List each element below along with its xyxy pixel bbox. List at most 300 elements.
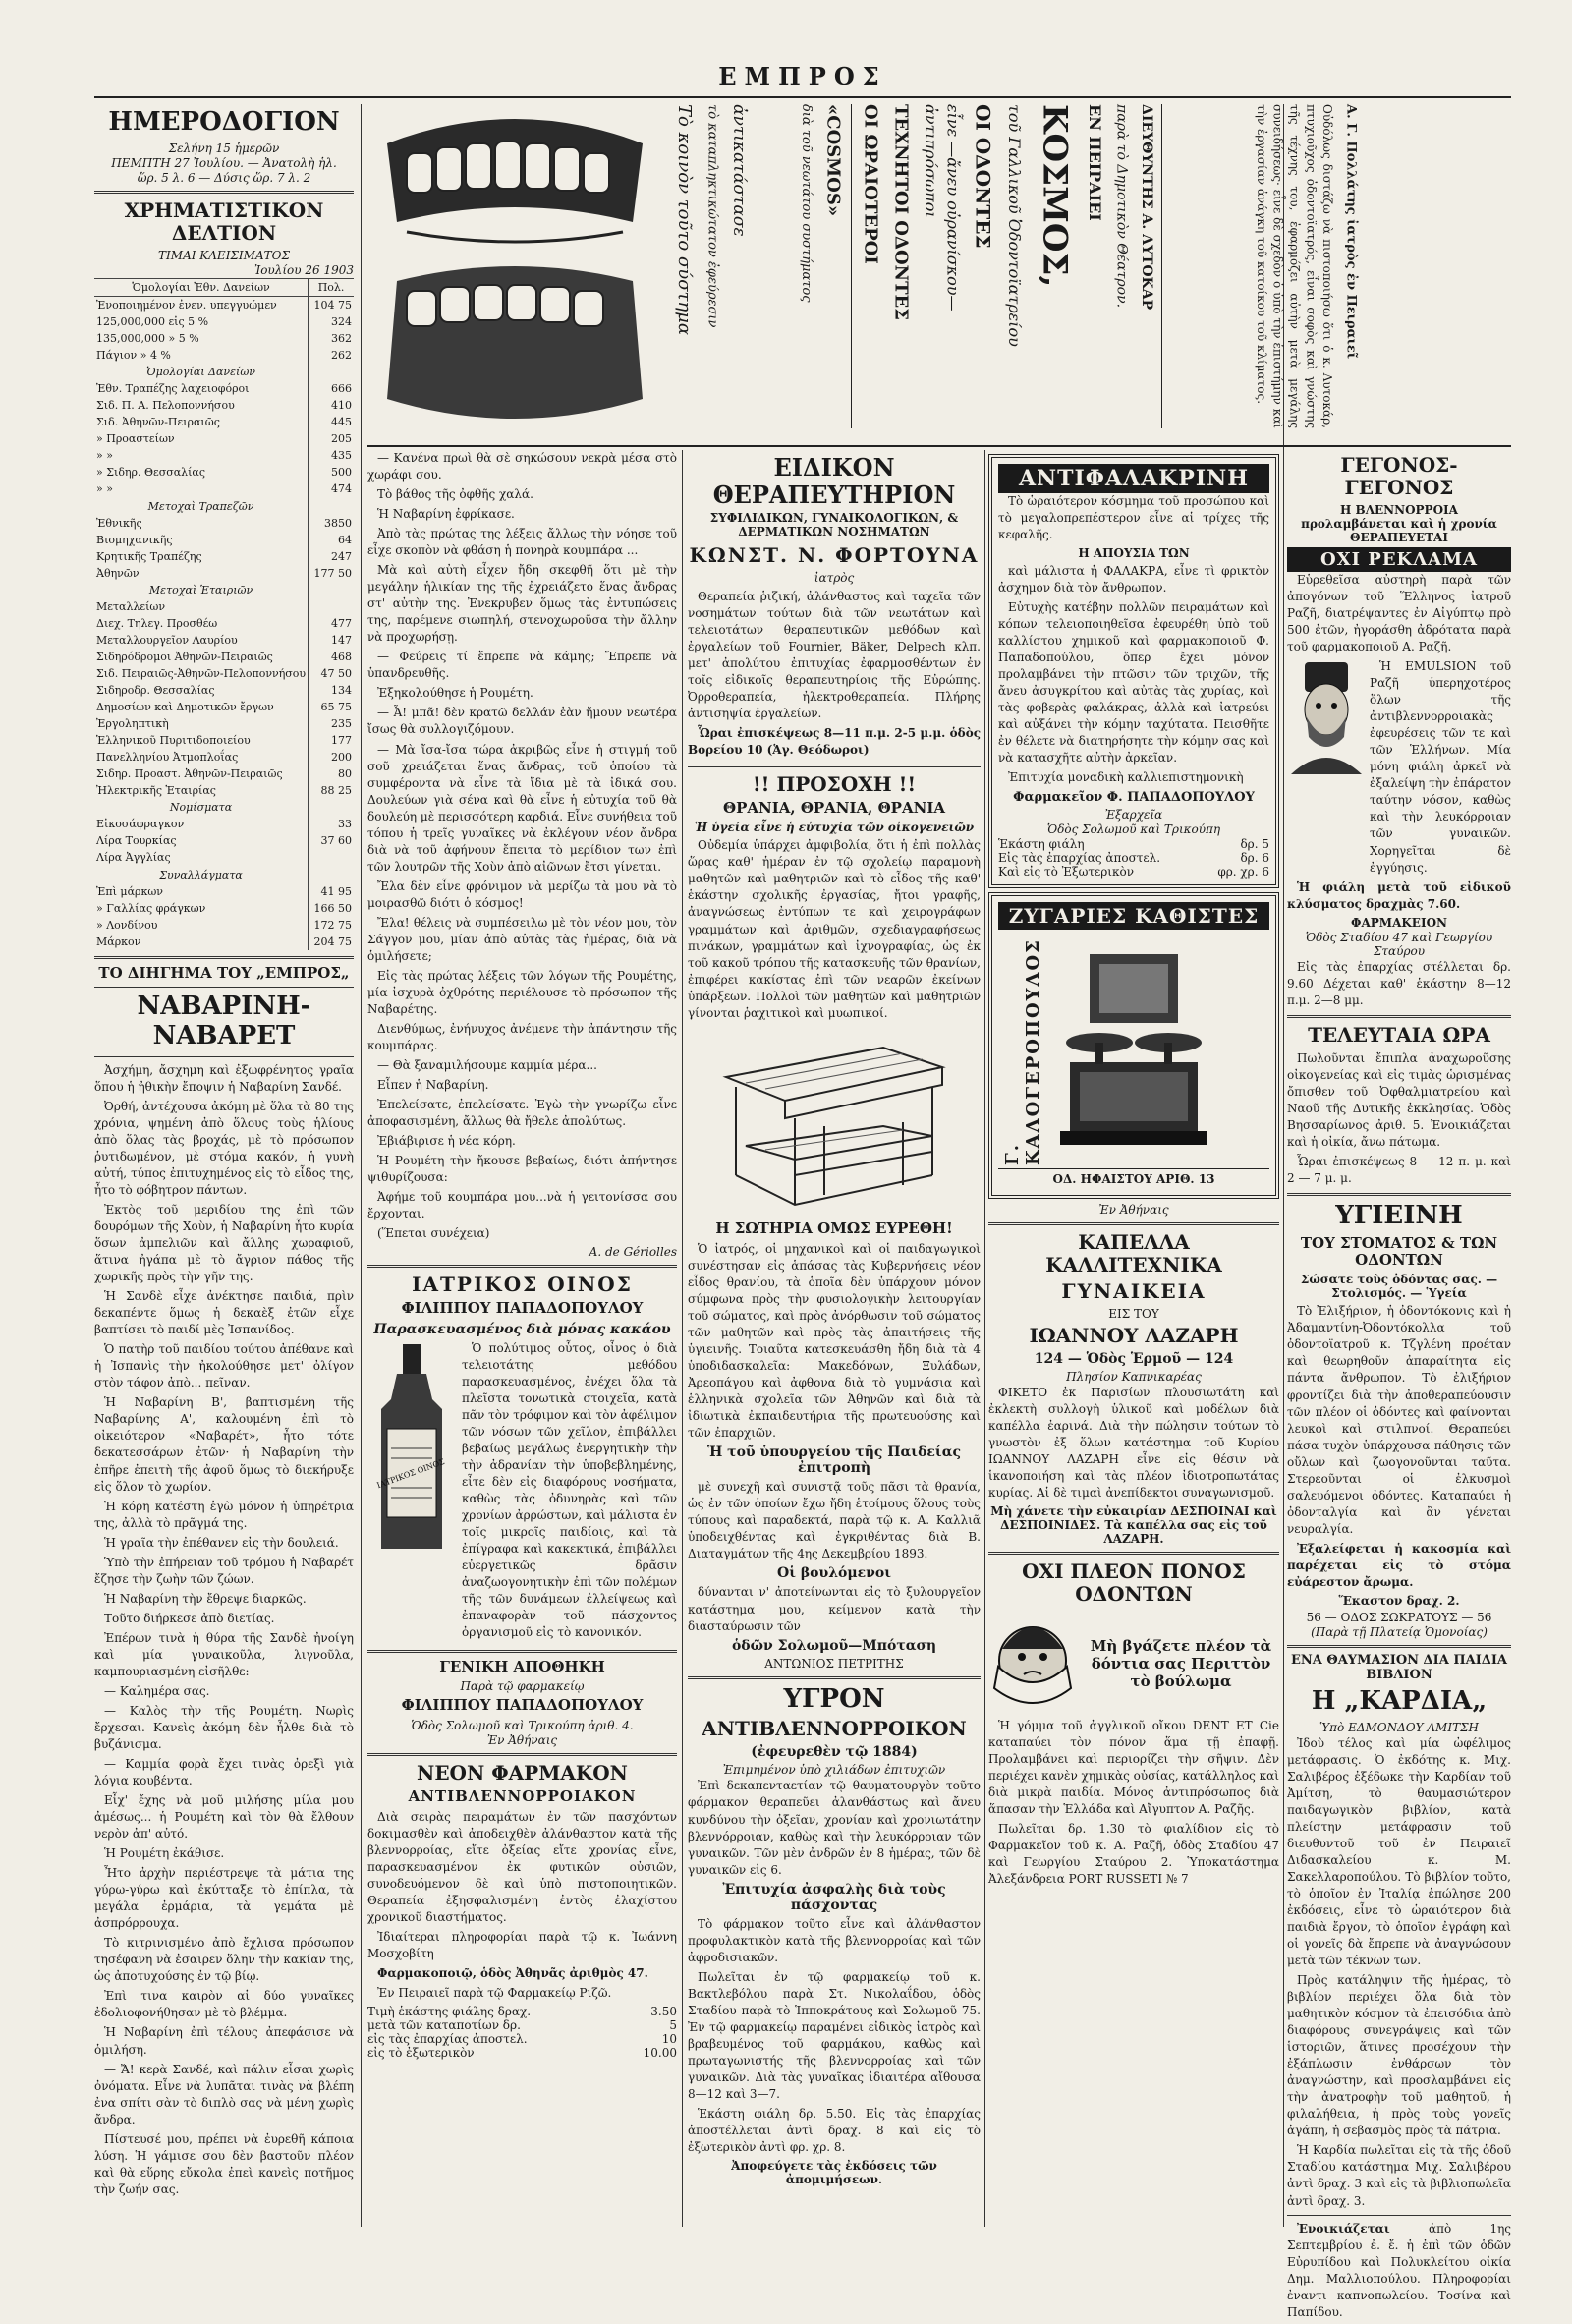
paragraph: Ὁ πατὴρ τοῦ παιδίου τούτου ἀπέθανε καὶ ἡ Ἰσπανὶς τὴν ἠκολούθησε μετ' ὀλίγον στὸν τάφον ἀπὸ... πεῖναν. (94, 1342, 354, 1390)
clinic-hours: Ὧραι ἐπισκέψεως 8—11 π.μ. 2-5 μ.μ. ὁδὸς Βορείου 10 (Ἁγ. Θεόδωροι) (688, 726, 981, 758)
market-row-value: 41 95 (309, 883, 354, 900)
banner-line: παρὰ τὸ Δημοτικὸν Θέατρον. (1113, 104, 1130, 309)
paragraph: Ὑπὸ τὴν ἐπήρειαν τοῦ τρόμου ἡ Ναβαρέτ ἔζησε τὴν ζωὴν τῶν ζώων. (94, 1555, 354, 1586)
paragraph: — Μὰ ἴσα-ἴσα τώρα ἀκριβῶς εἶνε ἡ στιγμή τοῦ σοῦ χρειάζεται ἕνας ἄνδρας, τοῦ ὁποίου τὰ συμφέροντα νὰ εἶνε τὰ ἴδια μὲ τὰ ἰδικά σου. Δουλεύων γιὰ σένα καὶ θὰ εἶνε ἡ εὐτυχία τοῦ θὰ δουλεύη μὲ περισσότερη καρδιά. Εἶνε συνήθεια τοῦ τόπου ἡ τρεῖς γυναῖκες νὰ ἐκλέγουν νέον ἄνδρα διὰ νὰ τοῦ ἀφήνουν ἔπειτα τὸ μερίδιον των ἐπὶ τῶν λουτρῶν τῆς Χοὺν ἀπὸ αἰῶνων ἔτσι γίνεται. (367, 742, 677, 874)
market-row (94, 732, 354, 749)
attention-title: !! ΠΡΟΣΟΧΗ !! (752, 772, 917, 797)
neo-title: ΝΕΟΝ ΦΑΡΜΑΚΟΝ (417, 1760, 628, 1785)
divider (1287, 2215, 1511, 2216)
column-4 (988, 104, 1279, 2227)
price-value: 3.50 (650, 2005, 677, 2019)
wine-title: ΙΑΤΡΙΚΟΣ ΟΙΝΟΣ (412, 1273, 633, 1297)
paragraph: — Καλὸς τὴν τῆς Ρουμέτη. Νωρὶς ἔρχεσαι. Κανεὶς ἀκόμη δὲν ἦλθε διὰ τὸ βυζάνισμα. (94, 1703, 354, 1751)
scales-address: ΟΔ. ΗΦΑΙΣΤΟΥ ΑΡΙΘ. 13 (998, 1168, 1269, 1186)
paragraph: Ἐπελείσατε, ἐπελείσατε. Ἐγὼ τὴν γνωρίζω εἶνε ἀποφασισμένη, ἄλλως θὰ ἤθελε ἀπολύτως. (367, 1098, 677, 1129)
price-row (367, 2032, 677, 2046)
market-row-name: 125,000,000 εἰς 5 % (96, 314, 209, 328)
market-row-value: 37 60 (309, 832, 354, 849)
hygiene-near: (Παρὰ τῇ Πλατείᾳ Ὁμονοίας) (1311, 1624, 1488, 1639)
market-row-name: Νομίσματα (169, 801, 233, 815)
depot-name: ΦΙΛΙΠΠΟΥ ΠΑΠΑΔΟΠΟΥΛΟΥ (401, 1696, 644, 1715)
antifalakrini-bold: Η ΑΠΟΥΣΙΑ ΤΩΝ (1078, 546, 1190, 561)
market-row-value: 435 (309, 447, 354, 464)
market-row (94, 849, 354, 866)
liquid-text-4: Ἑκάστη φιάλη δρ. 5.50. Εἰς τὰς ἐπαρχίας ἀποστέλλεται ἀντὶ δραχ. 8 καὶ εἰς τὸ ἐξωτερικὸν ἀντὶ φρ. χρ. 8. (688, 2106, 981, 2155)
hats-title: ΚΑΠΕΛΛΑ ΚΑΛΛΙΤΕΧΝΙΚΑ (1045, 1229, 1222, 1276)
market-row-name: Σιδηρ. Προαστ. Ἀθηνῶν-Πειραιῶς (96, 767, 283, 781)
market-row-name: Μετοχαὶ Τραπεζῶν (147, 499, 254, 513)
paragraph: Πίστευσέ μου, πρέπει νὰ ἐυρεθῆ κάποια λύση. Ἡ γάμισε σου δὲν βαστοῦν πλέον καὶ θὰ εὕρης εὔκολα ἐπεὶ κανεὶς ποτῆμος τὴν ζωήν σας. (94, 2131, 354, 2196)
price-value: δρ. 5 (1240, 836, 1269, 851)
found-text: Ὁ ἰατρός, οἱ μηχανικοὶ καὶ οἱ παιδαγωγικοὶ συνέστησαν εἰς ἁπάσας τὰς Κυβερνήσεις νέον εἶδος θρανίου, τὰ ὁποῖα δὲν ὑπάρχουν μόνον σύμφωνα πρὸς τὴν φυσιολογικὴν λειτουργίαν τοῦ σώματος, καὶ πρὸς ἀνόρθωσιν τοῦ σώματος τῶν μαθητῶν καὶ πρὸς τὰς ἀπαιτήσεις τῆς ὑγιεινῆς. Τοιαῦτα κατεσκευάσθη ἤδη διὰ τὰ 4 ὑποδιδασκαλεῖα: Μακεδόνων, Ξυλάδων, Ἀρεοπάγου καὶ ἀφθονα διὰ τὸ γυμνάσια καὶ ἑλληνικὰ σχολεῖα τῶν Ἀθηνῶν καὶ διὰ τὰ ἰδιωτικὰ ἐκπαιδευτήρια τῆς πρωτευούσης καὶ τῶν ἐπαρχιῶν. (688, 1241, 981, 1441)
market-row-value: 80 (309, 765, 354, 782)
clinic-subtitle: ΣΥΦΙΛΙΔΙΚΩΝ, ΓΥΝΑΙΚΟΛΟΓΙΚΩΝ, & ΔΕΡΜΑΤΙΚΩΝ ΝΟΣΗΜΑΤΩΝ (709, 511, 959, 538)
depot-address: Ὁδὸς Σολωμοῦ καὶ Τρικούπη ἀριθ. 4. (411, 1718, 634, 1732)
market-row (94, 682, 354, 699)
market-row-value (309, 867, 354, 883)
banner-line: ΤΕΧΝΗΤΟΙ ΟΔΟΝΤΕΣ (890, 104, 912, 320)
paragraph: Ἡ Ναβαρίνη τὴν ἔθρεψε διαρκῶς. (104, 1591, 307, 1606)
paragraph: Ἡ γραῖα τὴν ἐπέθανεν εἰς τὴν δουλειά. (104, 1535, 339, 1550)
market-row-name: Ὁμολογίαι Δανείων (146, 366, 255, 379)
hygiene-text: Τὸ Ἐλιξήριον, ἡ ὀδοντόκονις καὶ ἡ Ἀδαμαντίνη-Ὀδοντόκολλα τοῦ ὀδοντοϊατροῦ κ. Τζγλένη προέταν καὶ θεωρηθοῦν ἀπαραίτητα εἰς πάντα ἄνθρωπον. Τὸ ἐλιξήριον φροντίζει διὰ τὴν ἀποθεραπεύουσιν τῶν πλέον οἱ ὀδόντες καὶ φαίνονται λευκοὶ καὶ στιλπνοί. Θεραπεύει πάσα τυχὸν ὑπάρχουσα πάθησις τῶν οὔλων καὶ ζωογονοῦνται ταῦτα. Στερεοῦνται οἱ ἐλκυσμοὶ σαλευόμενοι ὀδόντες. Καταπαύει ἡ ὀδονταλγία καὶ ἂν γένεται νευραλγία. (1287, 1304, 1511, 1536)
market-row-name: Σιδηροδρ. Θεσσαλίας (96, 684, 215, 698)
paragraph: Τὸ βάθος τῆς ὀφθῆς χαλά. (377, 487, 533, 502)
paragraph: Ἡ Ρουμέτη ἐκάθισε. (104, 1846, 225, 1861)
column-5 (1287, 104, 1511, 2319)
news-bold: ΟΧΙ ΡΕΚΛΑΜΑ (1287, 547, 1511, 572)
wine-text: Ὁ πολύτιμος οὗτος, οἶνος ὁ διὰ τελειοτάτης μεθόδου παρασκευασμένος, ἐνέχει ὅλα τὰ πλεῖστα τονωτικὰ στοιχεῖα, κατὰ πᾶν τὸν τρόφιμον καὶ τὸν ἀφέλιμον τῶν νόσων τῶν χεῖλον, ἐπιβάλλει βεβαίως μεγάλως ἐνεργητικὴν τὴν τὴν ἀδρανίαν τὴν ὑποβεβλημένης, εἶτε δὲν εἰς διαφόρους νοσήματα, καθὼς τὰς ὀδυνηρὰς καὶ τῶν χρονίων ἀρρώστων, καὶ μάλιστα ἐν τοῖς μικροῖς παιδίοις, καὶ τὰ ἐπίγραφα καὶ κακεκτικά, ἐπιβάλλει εὐεργετικῶς δρᾶσιν ἀναζωογονητικὴν ἐπὶ τῶν πολέμων τῆς τῶν δυνάμεων ἐλλείψεως καὶ ἐπαναφορὰν τοῦ πάσχοντος ὀργανισμοῦ εἰς τὸ κανονικόν. (462, 1340, 677, 1640)
price-value: 10.00 (643, 2046, 677, 2061)
divider (94, 956, 354, 959)
news-address: Ὁδὸς Σταδίου 47 καὶ Γεωργίου Σταύρου (1305, 930, 1493, 958)
news-subtitle: Η ΒΛΕΝΝΟΡΡΟΙΑ προλαμβάνεται καὶ ἡ χρονία ΘΕΡΑΠΕΥΕΤΑΙ (1301, 503, 1497, 544)
market-row-name: » Γαλλίας φράγκων (96, 901, 206, 915)
market-row-name: Μεταλλουργεῖον Λαυρίου (96, 633, 238, 647)
paragraph: Ἡ Ναβαρίνη ἐπὶ τέλους ἀπεφάσισε νὰ ὁμιλήση. (94, 2025, 354, 2057)
price-row (998, 851, 1269, 865)
liquid-bold: Ἐπιτυχία ἀσφαλὴς διὰ τοὺς πάσχοντας (722, 1881, 946, 1913)
market-row-value (309, 849, 354, 866)
market-row (94, 532, 354, 548)
depot-title: ΓΕΝΙΚΗ ΑΠΟΘΗΚΗ (439, 1658, 605, 1676)
paragraph: Ἡ κόρη κατέστη ἐγὼ μόνον ἡ ὑπηρέτρια της, ἀλλὰ τὸ πρᾶγμά της. (94, 1499, 354, 1530)
price-value: δρ. 6 (1240, 850, 1269, 865)
hygiene-address: 56 — ΟΔΟΣ ΣΩΚΡΑΤΟΥΣ — 56 (1306, 1610, 1492, 1624)
market-row (94, 364, 354, 380)
market-row-value: 172 75 (309, 917, 354, 934)
market-row-name: Πάγιον » 4 % (96, 349, 171, 363)
antifalakrini-title: ΑΝΤΙΦΑΛΑΚΡΙΝΗ (998, 464, 1269, 493)
market-row-value: 410 (309, 397, 354, 414)
antifalakrini-city: Ἐξαρχεῖα (1104, 807, 1163, 822)
divider (367, 1650, 677, 1653)
clinic-text: Θεραπεία ῥιζική, ἀλάνθαστος καὶ ταχεῖα τῶν νοσημάτων τούτων διὰ τῶν νεωτάτων καὶ τελειοτάτων θεραπευτικῶν μεθόδων καὶ ἐργαλείων τοῦ Fournier, Bäker, Delpech κλπ. μετ' ἀπολύτου ἐπιτυχίας ἐφαρμοσθέντων ἐν τοῖς εἰδικοῖς θεραπευτηρίοις τῆς Εὐρώπης. Ὀρροθεραπεία, ἠλεκτροθεραπεία. Πλήρης ἀντισηψία ἐργαλείων. (688, 589, 981, 720)
hats-at: ΕΙΣ ΤΟΥ (1108, 1306, 1159, 1321)
divider (94, 1056, 354, 1057)
banner-line: εἶνε —ἄνευ οὐρανίσκου— ἀντιπρόσωποι (922, 104, 963, 312)
market-row (94, 498, 354, 515)
market-row (94, 816, 354, 832)
price-label: μετὰ τῶν καταποτίων δρ. (367, 2018, 521, 2033)
divider (367, 1753, 677, 1756)
attention-subtitle: ΘΡΑΝΙΑ, ΘΡΑΝΙΑ, ΘΡΑΝΙΑ (723, 799, 945, 818)
portrait-illustration (1287, 658, 1366, 776)
paragraph: — Καλημέρα σας. (104, 1683, 210, 1698)
found-text-2: μὲ συνεχῆ καὶ συνιστᾷ τοῦς πᾶσι τὰ θρανία, ὡς ἐν τῶν ὁποίων ἔχω ἤδη ἑτοίμους ὅλους τοὺς τύπους καὶ παραδεκτά, παρὰ τῷ κ. Α. Καλλιᾶ ὑποδειχθέντας καὶ ἐγκριθέντας διὰ Β. Διαταγμάτων τῆς 4ης Δεκεμβρίου 1893. (688, 1480, 981, 1561)
news-title: ΓΕΓΟΝΟΣ-ΓΕΓΟΝΟΣ (1340, 453, 1458, 499)
market-row (94, 548, 354, 565)
toothache-title: ΟΧΙ ΠΛΕΟΝ ΠΟΝΟΣ ΟΔΟΝΤΩΝ (1022, 1559, 1246, 1606)
market-row-value: 445 (309, 414, 354, 430)
hygiene-price: Ἕκαστον δραχ. 2. (1338, 1593, 1460, 1608)
price-label: Καὶ εἰς τὸ Ἐξωτερικὸν (998, 864, 1134, 879)
antifalakrini-text-3: Εὐτυχὴς κατέβην πολλῶν πειραμάτων καὶ κόπων τελειοποιηθεῖσα ἐφευρέθη ὑπὸ τοῦ καλλίστου χημικοῦ καὶ φαρμακοποιοῦ Φ. Παπαδοπούλου, ὅπερ ἔχει μόνον προλαμβάνει τὴν πτῶσιν τῶν τριχῶν, τῆς ἄνευ ἀσυγκρίτου καὶ αὐτὰς τὰς χυρίας, καὶ τὰς φοβερὰς φαλάκρας, ἀλλὰ καὶ ἰατρεύει καὶ αὐξάνει τὴν κόμην ταχύτατα. Πεισθῆτε ἐν θέλετε νὰ διατηρήσητε τὴν κόμην σας καὶ νὰ κατασχῆτε αὐτὴν ἀρκεῖαν. (998, 600, 1269, 765)
last-hour-text: Πωλοῦνται ἔπιπλα ἀναχωροῦσης οἰκογενείας καὶ εἰς τιμὰς ὡρισμένας ὄπισθεν τοῦ Ὀφθαλμιατρείου καὶ Ναοῦ τῆς Δυτικῆς ἐκκλησίας. Ὁδὸς Βησσαρίωνος ἀριθ. 5. Ἐνοικιάζεται καὶ ἡ οἰκία, ἄνω πάτωμα. (1287, 1050, 1511, 1149)
market-row-name: Ἠλεκτρικῆς Ἑταιρίας (96, 784, 216, 798)
market-row-value: 235 (309, 715, 354, 732)
neo-subtitle: ΑΝΤΙΒΛΕΝΝΟΡΡΟΙΑΚΟΝ (408, 1786, 637, 1805)
diary-title: ΗΜΕΡΟΔΟΓΙΟΝ (108, 107, 340, 137)
market-row-name: Εἰκοσάφραγκον (96, 818, 185, 831)
market-header-name: Ὁμολογίαι Ἐθν. Δανείων (94, 278, 309, 296)
clinic-title: ΕΙΔΙΚΟΝ ΘΕΡΑΠΕΥΤΗΡΙΟΝ (712, 453, 956, 509)
wine-maker: ΦΙΛΙΠΠΟΥ ΠΑΠΑΔΟΠΟΥΛΟΥ (401, 1299, 644, 1318)
neo-info: Ἰδιαίτεραι πληροφορίαι παρὰ τῷ κ. Ἰωάννη Μοσχοβίτη (367, 1930, 677, 1961)
market-row (94, 615, 354, 632)
hats-name: ΙΩΑΝΝΟΥ ΛΑΖΑΡΗ (1029, 1323, 1239, 1347)
price-label: Ἑκάστη φιάλη (998, 836, 1085, 851)
book-headline: ΕΝΑ ΘΑΥΜΑΣΙΟΝ ΔΙΑ ΠΑΙΔΙΑ ΒΙΒΛΙΟΝ (1290, 1652, 1508, 1682)
paragraph: Μὰ καὶ αὐτὴ εἶχεν ἤδη σκεφθῆ ὅτι μὲ τὴν μεγάλην ἡλικίαν της τῆς ἐχρειάζετο ἕνας ἄνδρας στ' αὐτὴν της. Ἐνεκρυβεν ὅμως τὰς ἐντυπώσεις της, παρέμενε σιωπηλή, στενοχωροῦσα τὴν ἄλλην νὰ προχωρήσῃ. (367, 563, 677, 645)
market-row-name: Ἐθν. Τραπέζης λαχειοφόροι (96, 382, 250, 396)
news-text-4: Εἰς τὰς ἐπαρχίας στέλλεται δρ. 9.60 Δέχεται καθ' ἑκάστην 8—12 π.μ. 2—8 μμ. (1287, 959, 1511, 1007)
antifalakrini-text: Τὸ ὡραιότερον κόσμημα τοῦ προσώπου καὶ τὸ μεγαλοπρεπέστερον εἶνε αἱ τρίχες τῆς κεφαλῆς. (998, 494, 1269, 542)
paragraph: — Θὰ ξαναμιλήσουμε καμμία μέρα... (377, 1058, 597, 1073)
market-row (94, 699, 354, 715)
antifalakrini-price-list (998, 837, 1269, 879)
diary-line: ὥρ. 5 λ. 6 — Δύσις ὥρ. 7 λ. 2 (137, 170, 311, 185)
market-row-name: Σιδηρόδρομοι Ἀθηνῶν-Πειραιῶς (96, 650, 273, 663)
scales-ad (988, 892, 1279, 1199)
column-2 (367, 104, 677, 2227)
market-row (94, 934, 354, 950)
liquid-tag: Ἐπιμημένον ὑπὸ χιλιάδων ἐπιτυχιῶν (722, 1763, 946, 1778)
scales-title: ΖΥΓΑΡΙΕΣ ΚΑΘΙΣΤΕΣ (998, 902, 1269, 930)
neo-text: Διὰ σειρὰς πειραμάτων ἐν τῶν πασχόντων δοκιμασθὲν καὶ ἀποδειχθὲν ἀλάνθαστον κατὰ τῆς βλεννορροίας, εἴτε ὀξείας εἴτε χρονίας εἶνε, παρασκευασμένον ἐκ φυτικῶν οὐσιῶν, συνοδευόμενον δὲ καὶ ὑπὸ πιστοποιητικῶν. Θεραπεία ἐξησφαλισμένη ἐντὸς ἐλαχίστου χρονικοῦ διαστήματος. (367, 1809, 677, 1925)
price-value: 5 (669, 2018, 677, 2033)
hygiene-title: ΥΓΙΕΙΝΗ (1335, 1200, 1463, 1230)
market-header-value: Πολ. (309, 278, 354, 296)
newspaper-page (94, 57, 1511, 2319)
banner-line: ΟΙ ΩΡΑΙΟΤΕΡΟΙ (860, 104, 881, 264)
market-row-value: 262 (309, 347, 354, 364)
paragraph: Εἰς τὰς πρώτας λέξεις τῶν λόγων τῆς Ρουμέτης, μία ἰσχυρὰ ὀχθρότης περιέλουσε τὸ πρόσωπον τῆς Ναβαρέτης. (367, 968, 677, 1016)
news-text-2: Ἡ EMULSION τοῦ Ραζῆ ὑπερηχοτέρος ὅλων τῆς ἀντιβλεννορροιακὰς ἐφευρέσεις τῶν τε καὶ τῶν Ἑλλήνων. Μία μόνη φιάλη ἀρκεῖ νὰ ἐξαλείψη τὴν ἐπάρατον ταύτην νόσον, καθὼς καὶ τὴν λευκόρροιαν τῶν γυναικῶν. Χορηγεῖται δὲ ἐγγύησις. (1370, 659, 1511, 875)
divider (94, 191, 354, 194)
neo-piraeus: Ἐν Πειραιεῖ παρὰ τῷ Φαρμακείῳ Ριζῶ. (377, 1986, 612, 2001)
market-row-value: 65 75 (309, 699, 354, 715)
news-text: Εὑρεθεῖσα αὐστηρὴ παρὰ τῶν ἀπογόνων τοῦ Ἕλληνος ἰατροῦ Ραζῆ, διατρέψαντες ἐν Αἰγύπτῳ πρὸ 500 ἐτῶν, ἠγοράσθη ἀδρότατα παρὰ τοῦ φαρμακοποιοῦ Α. Ραζῆ. (1287, 573, 1511, 654)
diary-line: ΠΕΜΠΤΗ 27 Ἰουλίου. — Ἀνατολὴ ἡλ. (111, 155, 337, 170)
antifalakrini-ad (988, 454, 1279, 888)
price-row (998, 837, 1269, 851)
price-row (367, 2005, 677, 2018)
market-row-value (309, 364, 354, 380)
banner-line: ΕΝ ΠΕΙΡΑΙΕΙ (1085, 104, 1104, 221)
market-row (94, 649, 354, 665)
serial-author: A. de Gériolles (589, 1245, 677, 1260)
price-value: φρ. χρ. 6 (1217, 864, 1269, 879)
market-row (94, 900, 354, 917)
market-row-value: 134 (309, 682, 354, 699)
attention-tagline: Ἡ ὑγεία εἶνε ἡ εὐτυχία τῶν οἰκογενειῶν (694, 821, 975, 835)
depot-sub: Παρὰ τῷ φαρμακείῳ (460, 1679, 585, 1694)
toothache-face-illustration (988, 1610, 1077, 1718)
column-rule (984, 450, 985, 2227)
paragraph: Ἔλα! θέλεις νὰ συμπέσειλω μὲ τὸν νέον μου, τὸν Σάγγον μου, μίαν ἀπὸ αὐτὰς τὰς ἡμέρας, διὰ νὰ ὁμιλήσετε; (367, 915, 677, 963)
market-row (94, 481, 354, 497)
news-text-3: Ἡ φιάλη μετὰ τοῦ εἰδικοῦ κλύσματος δραχμὰς 7.60. (1287, 879, 1511, 911)
market-row-name: Σιδ. Πειραιῶς-Ἀθηνῶν-Πελοποννήσου (96, 666, 307, 680)
market-row-value (309, 799, 354, 816)
market-row-value: 3850 (309, 515, 354, 532)
market-row-name: Ἐργοληπτικὴ (96, 717, 169, 731)
paragraph: Εἶπεν ἡ Ναβαρίνη. (377, 1078, 489, 1093)
hygiene-bold: Σώσατε τοὺς ὀδόντας σας. — Στολισμός. — Ὑγεία (1300, 1273, 1498, 1301)
price-value: 10 (661, 2032, 677, 2047)
paragraph: — Φεύρεις τί ἔπρεπε νὰ κάμης; Ἔπρεπε νὰ ὑπανδρευθῆς. (367, 650, 677, 681)
market-row-name: Σιδ. Π. Α. Πελοποννήσου (96, 399, 235, 413)
market-row-value: 204 75 (309, 934, 354, 950)
divider (688, 765, 981, 767)
market-row-value: 147 (309, 632, 354, 649)
divider (1287, 1193, 1511, 1196)
divider (1287, 1015, 1511, 1018)
paragraph: — Κανένα πρωὶ θὰ σὲ σηκώσουν νεκρὰ μέσα στὸ χωράφι σου. (367, 451, 677, 482)
liquid-title: ΥΓΡΟΝ (783, 1683, 885, 1714)
paragraph: Ἡ Ρουμέτη τὴν ἤκουσε βεβαίως, διότι ἀπήντησε ψιθυρίζουσα: (367, 1154, 677, 1185)
found-bold: Ἡ τοῦ ὑπουργείου τῆς Παιδείας ἐπιτροπὴ (706, 1445, 961, 1477)
market-row-value: 104 75 (309, 296, 354, 313)
wine-bottle-illustration (367, 1340, 456, 1557)
hats-subtitle: ΓΥΝΑΙΚΕΙΑ (1061, 1278, 1207, 1303)
market-row-name: Συναλλάγματα (159, 868, 243, 881)
divider (367, 1265, 677, 1268)
banner-testimonial: Οὐδόλως διστάζω νὰ πιστοποιήσω ὅτι ὁ κ. Λυτοκάρ, πτυχιοῦχος ὀδοντοϊατρός, εἶναι σοφὸς καὶ γνώστης τῆς τέχνης του, ἐφαρμόζει αὐτὴν μετὰ μεγάλης συνειδήσεως· εἶνε δὲ σχεδὸν ὁ ὑπὸ τὴν ἐπιστήμην καὶ τὴν ἐργασίαν ἀνάγκη τοῦ κατοίκου τοῦ κλίματος. (1254, 104, 1335, 428)
column-3 (688, 104, 981, 2227)
antifalakrini-text-4: Ἐπιτυχία μοναδικὴ καλλιεπιστημονικὴ (1008, 770, 1244, 785)
market-sub: ΤΙΜΑΙ ΚΛΕΙΣΙΜΑΤΟΣ (158, 248, 290, 262)
banner-line: ἀντικατάστασε (729, 104, 750, 237)
banner-signature: Α. Γ. Πολλάτης ἰατρὸς ἐν Πειραιεῖ (1343, 104, 1359, 360)
liquid-text-3: Πωλεῖται ἐν τῷ φαρμακείῳ τοῦ κ. Βακτλεβόλου παρὰ Στ. Νικολαΐδου, ὁδὸς Σταδίου παρὰ τὸ Ἱπποκράτους καὶ Σολωμοῦ 75. Ἐν τῷ φαρμακείῳ παραμένει εἰδικὸς ἰατρὸς καὶ βραβευμένος τοῦ φαρμάκου, καθὼς καὶ πρωταγωνιστής τῆς βλεννορροίας καὶ τῶν γυναικῶν. Διὰ τὰς γυναῖκας ἰδιαιτέρα αἴθουσα 8—12 καὶ 3—7. (688, 1969, 981, 2101)
hats-address: 124 — Ὁδὸς Ἑρμοῦ — 124 (1034, 1350, 1234, 1367)
price-label: εἰς τὰς ἐπαρχίας ἀποστελ. (367, 2032, 528, 2047)
market-row (94, 515, 354, 532)
market-row-value: 205 (309, 430, 354, 447)
market-row (94, 632, 354, 649)
market-row (94, 799, 354, 816)
market-row-value: 47 50 (309, 665, 354, 682)
rent-bold: Ἐνοικιάζεται (1297, 2221, 1390, 2236)
market-table (94, 278, 354, 950)
market-row-value: 324 (309, 313, 354, 330)
paragraph: Ἡ Ναβαρίνη Β', βαπτισμένη τῆς Ναβαρίνης Α', καλουμένη ἐπὶ τὸ οἰκειότερον «Ναβαρέτ», ἦτο τότε δεκατεσσάρων ἐτῶν· ἡ Ναβαρίνη τὴν ἐπῆρε ἐπειτὴ τῆς ἀφοῦ ὅμως τὸ διεκήρυξε εἰς ὅλον τὸ χωρίον. (94, 1395, 354, 1494)
price-label: εἰς τὸ ἐξωτερικὸν (367, 2046, 475, 2061)
market-date: Ἰουλίου 26 1903 (253, 262, 354, 277)
found-title: Η ΣΩΤΗΡΙΑ ΟΜΩΣ ΕΥΡΕΘΗ! (715, 1219, 953, 1237)
serial-continuation (367, 450, 677, 1242)
scales-illustration (1040, 935, 1227, 1161)
paragraph: Ἀσχήμη, ἄσχημη καὶ ἐξωφρένητος γραῖα ὅπου ἡ ἠθικὴν ἔποψιν ἡ Ναβαρίνη Σανδέ. (94, 1062, 354, 1094)
antifalakrini-address: Ὁδὸς Σολωμοῦ καὶ Τρικούπη (1046, 822, 1221, 836)
market-row (94, 347, 354, 364)
news-pharmacy: ΦΑΡΜΑΚΕΙΟΝ (1351, 915, 1447, 930)
market-row (94, 414, 354, 430)
serial-body (94, 1062, 354, 2198)
antifalakrini-text-2: καὶ μάλιστα ἡ ΦΑΛΑΚΡΑ, εἶνε τὶ φρικτὸν ἀσχημον διὰ τὸν ἄνθρωπον. (998, 564, 1269, 595)
market-row (94, 447, 354, 464)
banner-line: ΟΙ ΟΔΟΝΤΕΣ (971, 104, 995, 249)
masthead: ΕΜΠΡΟΣ (718, 62, 887, 90)
market-row-name: Σιδ. Ἀθηνῶν-Πειραιῶς (96, 416, 220, 429)
diary-line: Σελήνη 15 ἡμερῶν (168, 141, 280, 155)
market-row-value: 88 25 (309, 782, 354, 799)
paragraph: Διενθύμως, ἐνήνυχος ἀνέμενε τὴν ἀπάντησιν τῆς κουμπάρας. (367, 1022, 677, 1053)
toothache-bold: Μὴ βγάζετε πλέον τὰ δόντια σας Περιττὸν τὸ βούλωμα (1090, 1636, 1272, 1690)
market-header-row (94, 278, 354, 296)
market-row-name: Μετοχαὶ Ἑταιριῶν (148, 583, 253, 596)
paragraph: — Ἄ! κερὰ Σανδέ, καὶ πάλιν εἶσαι χωρὶς ὀνόματα. Εἶνε νὰ λυπᾶται τινὰς νὰ βλέπη ἐνα σπίτι σὰν τὸ διπλὸ σας νὰ μένη χωρὶς ἄνδρα. (94, 2062, 354, 2126)
market-row-name: 135,000,000 » 5 % (96, 332, 199, 346)
found-text-3: δύνανται ν' ἀποτείνωνται εἰς τὸ ξυλουργεῖον κατάστημα μου, κείμενον κατὰ τὴν διασταύρωσιν τῶν (688, 1585, 981, 1633)
market-row (94, 782, 354, 799)
market-row (94, 665, 354, 682)
liquid-bold-2: Ἀποφεύγετε τὰς ἐκδόσεις τῶν ἀπομιμήσεων. (731, 2159, 937, 2187)
market-title: ΧΡΗΜΑΤΙΣΤΙΚΟΝ ΔΕΛΤΙΟΝ (124, 198, 324, 245)
market-row-name: Ἐνοποιημένον ἐνεν. υπεγγυώμεν (96, 298, 277, 312)
found-signature: ΑΝΤΩΝΙΟΣ ΠΕΤΡΙΤΗΣ (764, 1656, 904, 1671)
market-row (94, 430, 354, 447)
depot-city: Ἐν Ἀθήναις (486, 1732, 558, 1747)
paragraph: Ἐξηκολούθησε ἡ Ρουμέτη. (377, 686, 533, 701)
column-rule (682, 450, 683, 2227)
market-row-value: 177 (309, 732, 354, 749)
market-row (94, 598, 354, 615)
market-row-value: 666 (309, 380, 354, 397)
market-row-value: 362 (309, 330, 354, 347)
column-rule (361, 104, 362, 2227)
paragraph: Ἔλα δὲν εἶνε φρόνιμον νὰ μερίζω τὰ μου νὰ τὸ μοιρασθῶ διότι ὁ κόσμος! (367, 879, 677, 910)
market-row (94, 582, 354, 598)
clinic-doctor: ΚΩΝΣΤ. Ν. ΦΟΡΤΟΥΝΑ (689, 542, 980, 567)
book-text-2: Πρὸς κατάληψιν τῆς ἡμέρας, τὸ βιβλίον περιέχει ὅλα διὰ τὸν μαθητικὸν κόσμον τὰ ἐπεισόδια ἀπὸ διαφόρους συνεγράψεις καὶ τῶν ἱστοριῶν, ἅτινες προσέχουν τὴν ἐξάπλωσιν ἐνθάρσων τὸν ἀναγνώστην, καὶ προσλαμβάνει εἰς τὴν ἀνατροφὴν τοῦ μαθητοῦ, ἡ φιλαλήθεια, ἡ πρὸς τοὺς γονεῖς ἀγάπη, ἡ σεβασμὸς πρὸς τὰ πάτρια. (1287, 1973, 1511, 2138)
divider (94, 987, 354, 988)
market-row-value: 477 (309, 615, 354, 632)
market-row (94, 832, 354, 849)
market-row-value: 33 (309, 816, 354, 832)
rent-text: ἀπὸ 1ης Σεπτεμβρίου ἐ. ἔ. ἡ ἐπὶ τῶν ὁδῶν Εὐρυπίδου καὶ Πολυκλείτου οἰκία Δημ. Μαλλιοπούλου. Πληροφορίαι ἐναντι καπνοπωλείου. Τοσίνα καὶ Παπίδου. (1287, 2221, 1511, 2319)
paragraph: Ἡ Ναβαρίνη ἐφρίκασε. (377, 507, 515, 522)
market-row-name: Ἀθηνῶν (96, 566, 140, 580)
banner-line: ΚΟΣΜΟΣ, (1035, 104, 1075, 288)
hygiene-subtitle: ΤΟΥ ΣΤΟΜΑΤΟΣ & ΤΩΝ ΟΔΟΝΤΩΝ (1300, 1233, 1498, 1270)
banner-line: τοῦ Γαλλικοῦ Ὀδοντοϊατρείου (1004, 104, 1024, 347)
paragraph: Εἶχ' ἔχης νὰ μοῦ μιλήσης μίλα μου ἀμέσως... ἡ Ρουμέτη καὶ τὸν θὰ ἔλθουν νερὸν ἀπ' αὐτό. (94, 1793, 354, 1842)
book-text: Ἰδοὺ τέλος καὶ μία ὠφέλιμος μετάφρασις. Ὁ ἐκδότης κ. Μιχ. Σαλιβέρος ἐξέδωκε τὴν Καρδίαν τοῦ Ἀμίτση, τὸ θαυμασιώτερον παιδαγωγικὸν βιβλίον, κατὰ πλείστην μετάφρασιν τοῦ διευθυντοῦ τοῦ ἐν Πειραιεῖ Διδασκαλείου κ. Μ. Σακελλαροπούλου. Τὸ βιβλίον τοῦτο, τὸ ὁποῖον ἐν Ἰταλίᾳ ἐπώλησε 200 ἐκδόσεις, εἶνε τὸ ὡραιότερον διὰ παιδιὰ ἔργον, τὸ ὁποῖον ἐγράφη καὶ οἱ γονεῖς δὰ ἔπρεπε νὰ ἀναγνώσουν μετὰ τῶν τέκνων των. (1287, 1735, 1511, 1968)
paragraph: — Καμμία φορὰ ἔχει τινὰς ὀρεξὶ γιὰ λόγια κουβέντα. (94, 1757, 354, 1788)
neo-price-list (367, 2005, 677, 2060)
book-text-3: Ἡ Καρδία πωλεῖται εἰς τὰ τῆς ὁδοῦ Σταδίου κατάστημα Μιχ. Σαλιβέρου ἀντὶ δραχ. 3 καὶ εἰς τὰ βιβλιοπωλεῖα ἀντὶ δραχ. 3. (1287, 2143, 1511, 2208)
market-row (94, 464, 354, 481)
market-row (94, 565, 354, 582)
market-row (94, 715, 354, 732)
school-desk-illustration (706, 1028, 962, 1215)
toothache-text-2: Πωλεῖται δρ. 1.30 τὸ φιαλίδιον εἰς τὸ Φαρμακεῖον τοῦ κ. Α. Ραζῆ, ὁδὸς Σταδίου 47 καὶ Γεωργίου Σταύρου 2. Ὑποκατάστημα Ἀλεξάνδρεια PORT RUSSETI № 7 (988, 1821, 1279, 1886)
scales-city: Ἐν Ἀθήναις (1098, 1202, 1169, 1217)
liquid-subtitle: ΑΝΤΙΒΛΕΝΝΟΡΡΟΙΚΟΝ (702, 1717, 967, 1741)
column-1 (94, 104, 354, 2227)
liquid-text-2: Τὸ φάρμακον τοῦτο εἶνε καὶ ἀλάνθαστον προφυλακτικὸν κατὰ τῆς βλεννορροίας καὶ τῶν ἀφροδισιακῶν. (688, 1916, 981, 1964)
last-hour-hours: Ὧραι ἐπισκέψεως 8 — 12 π. μ. καὶ 2 — 7 μ. μ. (1287, 1154, 1511, 1185)
market-row (94, 313, 354, 330)
paragraph: Τὸ κιτρινισμένο ἀπὸ ἔχλισα πρόσωπον τησέφανη νὰ ἐσαιρεν ὅλην τὴν κακίαν της, ὡς ἀποτυχούσης ἐν τῷ βίῳ. (94, 1936, 354, 1984)
found-bold-2: Οἱ βουλόμενοι (777, 1565, 891, 1582)
found-address: ὁδῶν Σολωμοῦ—Μπόταση (731, 1637, 937, 1654)
banner-line: διὰ τοῦ νεωτάτου συστήματος (799, 104, 814, 303)
market-row-name: Πανελληνίου Ἀτμοπλοΐας (96, 751, 239, 765)
book-title: Η „ΚΑΡΔΙΑ„ (1311, 1685, 1488, 1716)
scales-maker: Γ. ΚΑΛΟΓΕΡΟΠΟΥΛΟΣ (1002, 937, 1043, 1165)
market-row-name: Ἐθνικῆς (96, 516, 142, 530)
paragraph: (Ἕπεται συνέχεια) (377, 1226, 490, 1241)
paragraph: Τοῦτο διήρκεσε ἀπὸ διετίας. (104, 1611, 275, 1625)
toothache-text: Ἡ γόμμα τοῦ ἀγγλικοῦ οἴκου DENT ET Cie καταπαύει τὸν πόνον ἅμα τῇ ἐπαφῇ. Προλαμβάνει καὶ περιορίζει τὴν σῆψιν. Δὲν περιέχει κανὲν χημικὰς οὐσίας, κατάλληλος καὶ διὰ μικρὰ παιδία. Μόνος ἀντιπρόσωπος διὰ ἅπασαν τὴν Ἑλλάδα καὶ Αἴγυπτον Α. Ραζῆς. (988, 1718, 1279, 1816)
banner-line: τὸ καταπληκτικώτατον ἐφεύρεσιν (704, 104, 720, 328)
paragraph: Ἀπὸ τὰς πρώτας της λέξεις ἄλλως τὴν νόησε τοῦ εἶχε σκοπὸν νὰ φθάση ἡ πονηρὰ κουμπάρα ... (367, 527, 677, 558)
market-row (94, 765, 354, 782)
paragraph: Ἐβιάβιρισε ἡ νέα κόρη. (377, 1134, 516, 1149)
market-row-value: 200 (309, 749, 354, 765)
market-row-name: » Λονδίνου (96, 918, 158, 932)
price-label: Εἰς τὰς ἐπαρχίας ἀποστελ. (998, 850, 1161, 865)
market-row-name: Βιομηχανικῆς (96, 533, 173, 546)
neo-address: Φαρμακοποιῷ, ὁδὸς Ἀθηνᾶς ἀριθμὸς 47. (377, 1966, 648, 1981)
market-row-value (309, 598, 354, 615)
liquid-year: (ἐφευρεθὲν τῷ 1884) (751, 1744, 918, 1761)
market-row-value (309, 498, 354, 515)
market-row-value: 474 (309, 481, 354, 497)
market-row (94, 380, 354, 397)
paragraph: Ἐπέρων τινὰ ἡ θύρα τῆς Σανδὲ ἠνοίγη καὶ μία γυναικοῦλα, λιγνοῦλα, καμπουριασμένη εἰσῆλθε: (94, 1630, 354, 1678)
paragraph: Ἐπὶ τινα καιρὸν αἱ δύο γυναῖκες ἐδολιοφονήθησαν μὲ τὸ βλέμμα. (94, 1989, 354, 2020)
market-row-name: Λίρα Ἀγγλίας (96, 851, 171, 865)
antifalakrini-pharmacy: Φαρμακεῖον Φ. ΠΑΠΑΔΟΠΟΥΛΟΥ (1013, 789, 1255, 805)
market-row (94, 296, 354, 313)
book-author: Ὑπὸ ΕΔΜΟΝΔΟΥ ΑΜΙΤΣΗ (1319, 1720, 1480, 1734)
last-hour-title: ΤΕΛΕΥΤΑΙΑ ΩΡΑ (1308, 1022, 1490, 1047)
market-row-value: 177 50 (309, 565, 354, 582)
paragraph: — Ἆ! μπᾶ! δὲν κρατῶ δελλάν ἐὰν ἤμουν νεωτέρα ἴσως θὰ συλλογιζόμουν. (367, 706, 677, 737)
attention-text: Οὐδεμία ὑπάρχει ἀμφιβολία, ὅτι ἡ ἐπὶ πολλὰς ὥρας καθ' ἡμέραν ἐν τῷ σχολείῳ παραμονὴ μαθητῶν καὶ μαθητριῶν καὶ τὸ εἶδος τῆς καθ' ἑκάστην σχολικῆς ἐργασίας, ἤτοι γραφῆς, ἀναγνώσεως ἐντύπων τε καὶ χειρογράφων γραμμάτων καὶ ἀριθμῶν, σχεδιαγραφήσεως πινάκων, γραμμάτων καὶ ἰχνογραφίας, ὡς ἐκ τοῦ κακοῦ τρόπου τῆς κατασκευῆς τῶν θρανίων, ἐπιφέρει κακίστας ἐπὶ τῶν νεαρῶν ἐκείνων ὑπάρξεων. Πολλοὶ τῶν μαθητῶν καὶ μαθητριῶν γίνονται ῥαχιτικοὶ καὶ μυωπικοί. (688, 838, 981, 1020)
banner-line: ΔΙΕΥΘΥΝΤΗΣ Α. ΛΥΤΟΚΑΡ (1139, 104, 1155, 311)
market-row-name: » Σιδηρ. Θεσσαλίας (96, 466, 206, 480)
price-row (998, 865, 1269, 879)
top-rule (94, 96, 1511, 98)
paragraph: Ὀρθή, ἀντέχουσα ἀκόμη μὲ ὅλα τὰ 80 της χρόνια, ψημένη ἀπὸ ὅλους τοὺς ἡλίους ἀπὸ ὅλας τὰς βροχάς, μὲ τὸ πρόσωπον ῥυτιδωμένον, μὲ στόμα κακόν, ἡ γυνὴ αὐτή, τύπος ἐπιτυχημένος εἰς τὸ εἶδος της, ἦτο τὸ φόβητρον πάντων. (94, 1099, 354, 1198)
serial-title: ΝΑΒΑΡΙΝΗ-ΝΑΒΑΡΕΤ (137, 992, 311, 1050)
